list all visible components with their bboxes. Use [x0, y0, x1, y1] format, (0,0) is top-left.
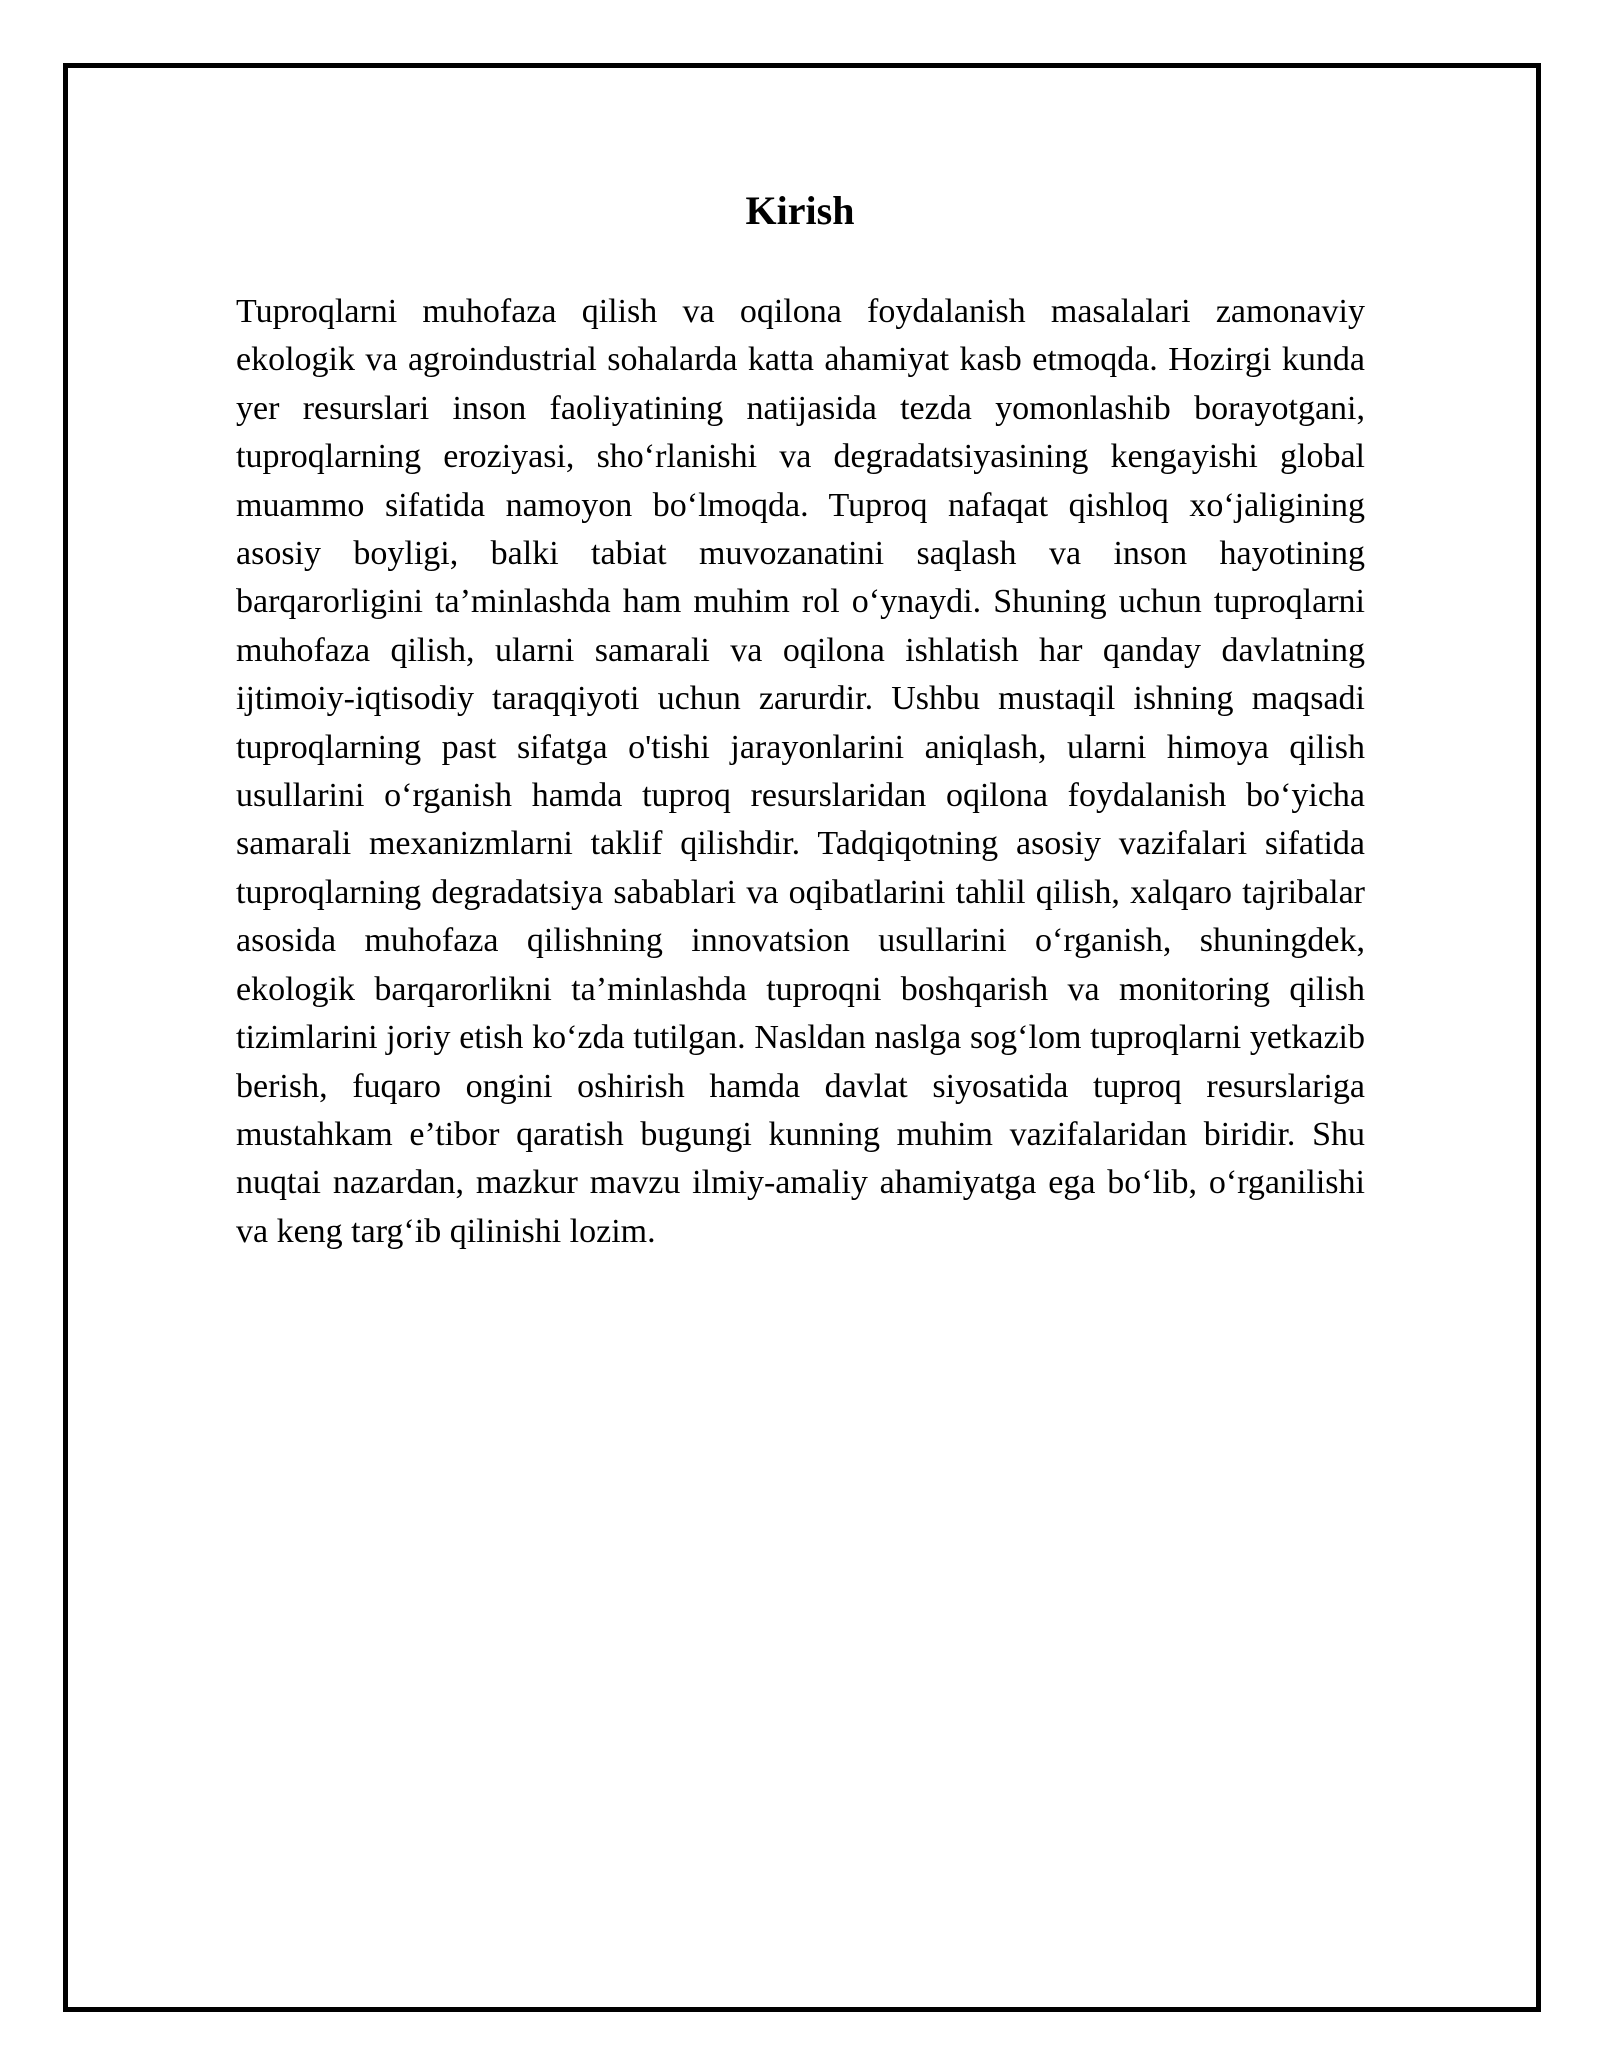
- document-body-paragraph: Tuproqlarni muhofaza qilish va oqilona foydalanish masalalari zamonaviy ekologik va agroindustrial sohalarda katta ahamiyat kasb etmoqda. Hozirgi kunda yer resurslari inson faoliyatining natijasida tezda yomonlashib borayotgani, tuproqlarning eroziyasi, sho‘rlanishi va degradatsiyasining kengayishi global muammo sifatida namoyon bo‘lmoqda. Tuproq nafaqat qishloq xo‘jaligining asosiy boyligi, balki tabiat muvozanatini saqlash va inson hayotining barqarorligini ta’minlashda ham muhim rol o‘ynaydi. Shuning uchun tuproqlarni muhofaza qilish, ularni samarali va oqilona ishlatish har qanday davlatning ijtimoiy-iqtisodiy taraqqiyoti uchun zarurdir. Ushbu mustaqil ishning maqsadi tuproqlarning past sifatga o'tishi jarayonlarini aniqlash, ularni himoya qilish usullarini o‘rganish hamda tuproq resurslaridan oqilona foydalanish bo‘yicha samarali mexanizmlarni taklif qilishdir. Tadqiqotning asosiy vazifalari sifatida tuproqlarning degradatsiya sabablari va oqibatlarini tahlil qilish, xalqaro tajribalar asosida muhofaza qilishning innovatsion usullarini o‘rganish, shuningdek, ekologik barqarorlikni ta’minlashda tuproqni boshqarish va monitoring qilish tizimlarini joriy etish ko‘zda tutilgan. Nasldan naslga sog‘lom tuproqlarni yetkazib berish, fuqaro ongini oshirish hamda davlat siyosatida tuproq resurslariga mustahkam e’tibor qaratish bugungi kunning muhim vazifalaridan biridir. Shu nuqtai nazardan, mazkur mavzu ilmiy-amaliy ahamiyatga ega bo‘lib, o‘rganilishi va keng targ‘ib qilinishi lozim.: [236, 293, 1365, 1250]
- document-title: Kirish: [745, 188, 855, 233]
